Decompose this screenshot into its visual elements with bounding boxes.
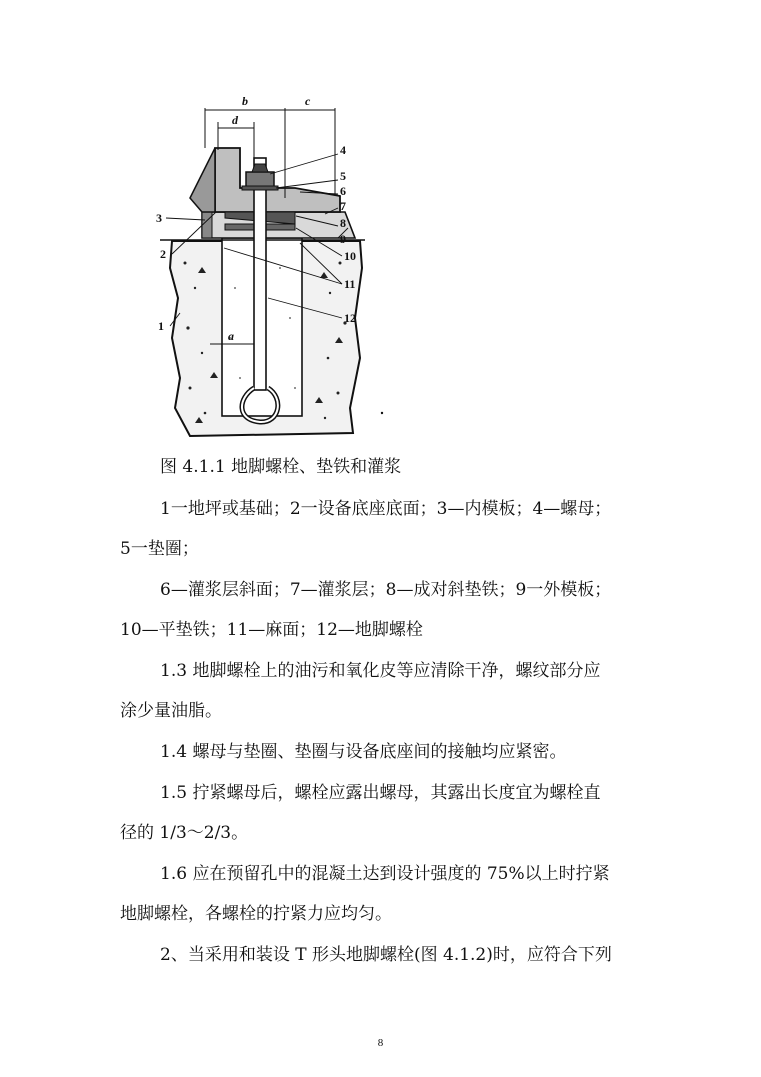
- anchor-bolt-figure: [150, 88, 400, 446]
- legend-line-1a: 1一地坪或基础；2一设备底座底面；3—内模板；4—螺母；: [160, 499, 612, 519]
- paragraph-2: 2、当采用和装设 T 形头地脚螺栓(图 4.1.2)时，应符合下列: [160, 945, 612, 965]
- washer: [242, 186, 278, 190]
- part-number-6: 6: [340, 184, 346, 198]
- legend-line-2b: 10—平垫铁；11—麻面；12—地脚螺栓: [120, 620, 423, 640]
- inner-formwork: [202, 212, 212, 238]
- part-number-12: 12: [344, 311, 356, 325]
- dim-a: a: [228, 329, 234, 343]
- legend-line-2a: 6—灌浆层斜面；7—灌浆层；8—成对斜垫铁；9一外模板；: [160, 580, 612, 600]
- part-number-9: 9: [340, 232, 346, 246]
- dim-b: b: [242, 94, 248, 108]
- paragraph-1-3-line-1: 1.3 地脚螺栓上的油污和氧化皮等应清除干净，螺纹部分应: [160, 661, 601, 681]
- paragraph-1-5-line-2: 径的 1/3～2/3。: [120, 823, 249, 843]
- legend-line-1b: 5一垫圈；: [120, 539, 199, 559]
- dim-c: c: [305, 94, 311, 108]
- part-number-10: 10: [344, 249, 356, 263]
- part-number-1: 1: [158, 319, 164, 333]
- part-number-8: 8: [340, 216, 346, 230]
- part-number-2: 2: [160, 247, 166, 261]
- equipment-base: [215, 148, 340, 212]
- part-number-5: 5: [340, 169, 346, 183]
- bolt-shank: [254, 158, 266, 390]
- paragraph-1-6-line-2: 地脚螺栓，各螺栓的拧紧力应均匀。: [120, 904, 392, 924]
- part-number-7: 7: [340, 199, 346, 213]
- page-number: 8: [377, 1037, 384, 1049]
- part-number-11: 11: [344, 277, 356, 291]
- paragraph-1-4: 1.4 螺母与垫圈、垫圈与设备底座间的接触均应紧密。: [160, 742, 567, 762]
- figure-caption: 图 4.1.1 地脚螺栓、垫铁和灌浆: [160, 457, 402, 477]
- paragraph-1-5-line-1: 1.5 拧紧螺母后，螺栓应露出螺母，其露出长度宜为螺栓直: [160, 783, 601, 803]
- paragraph-1-3-line-2: 涂少量油脂。: [120, 701, 222, 721]
- part-number-3: 3: [156, 211, 162, 225]
- paragraph-1-6-line-1: 1.6 应在预留孔中的混凝土达到设计强度的 75%以上时拧紧: [160, 864, 610, 884]
- part-number-4: 4: [340, 143, 346, 157]
- dim-d: d: [232, 113, 238, 127]
